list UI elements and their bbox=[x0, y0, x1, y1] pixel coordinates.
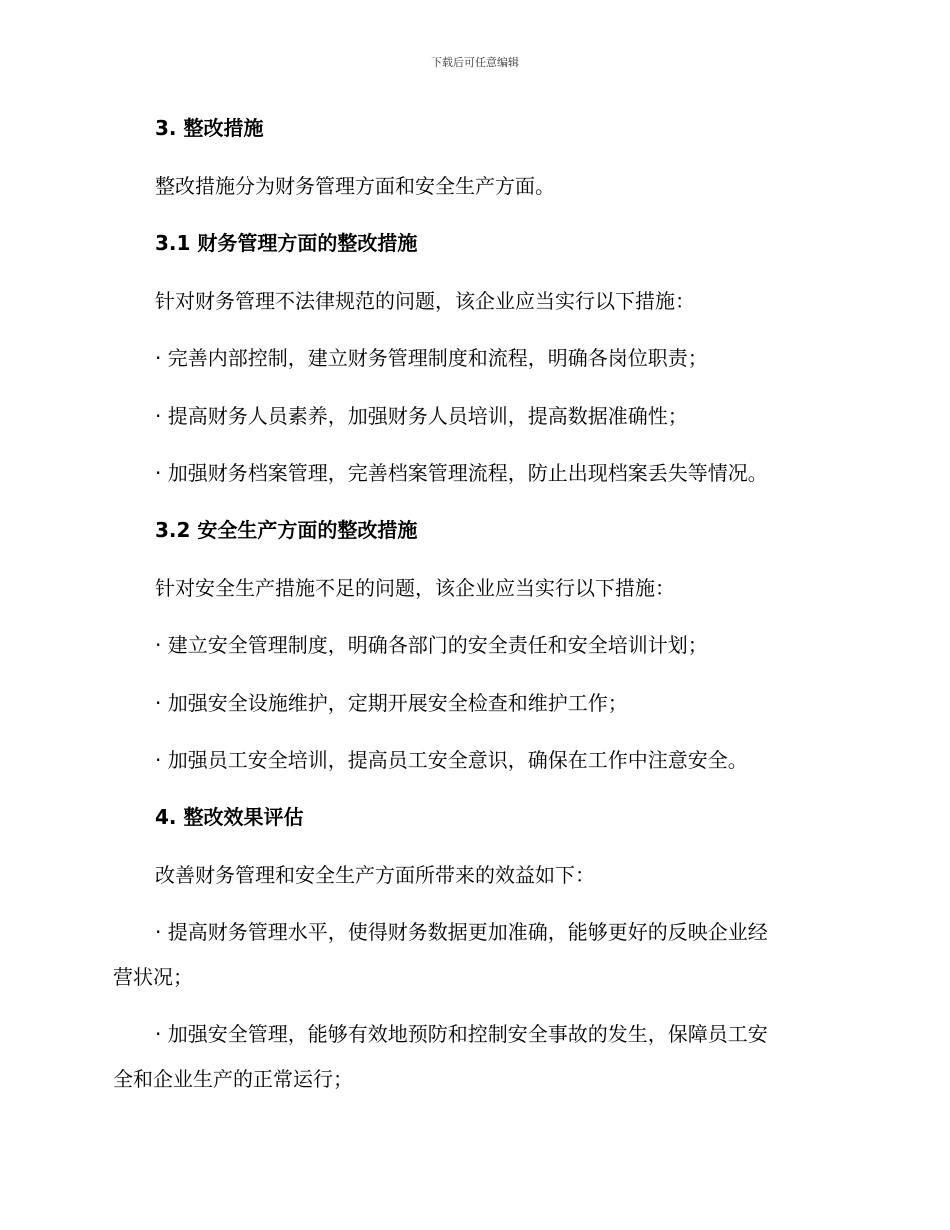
section-3-1-heading: 3.1 财务管理方面的整改措施 bbox=[155, 231, 418, 255]
section-4-heading: 4. 整改效果评估 bbox=[155, 805, 304, 829]
section-4-item-line: · 提高财务管理水平，使得财务数据更加准确，能够更好的反映企业经 bbox=[155, 920, 768, 944]
section-3-intro: 整改措施分为财务管理方面和安全生产方面。 bbox=[155, 174, 555, 198]
section-3-2-intro: 针对安全生产措施不足的问题，该企业应当实行以下措施： bbox=[155, 576, 675, 600]
section-4-intro: 改善财务管理和安全生产方面所带来的效益如下： bbox=[155, 863, 595, 887]
section-3-1-item: · 加强财务档案管理，完善档案管理流程，防止出现档案丢失等情况。 bbox=[155, 461, 768, 485]
section-4-item-line: 全和企业生产的正常运行； bbox=[113, 1067, 353, 1091]
section-3-2-item: · 加强安全设施维护，定期开展安全检查和维护工作； bbox=[155, 691, 628, 715]
section-3-2-item: · 建立安全管理制度，明确各部门的安全责任和安全培训计划； bbox=[155, 633, 708, 657]
section-3-heading: 3. 整改措施 bbox=[155, 116, 264, 140]
header-note: 下载后可任意编辑 bbox=[431, 56, 519, 69]
section-3-1-intro: 针对财务管理不法律规范的问题，该企业应当实行以下措施： bbox=[155, 289, 695, 313]
section-4-item-line: 营状况； bbox=[113, 965, 193, 989]
section-3-1-item: · 完善内部控制，建立财务管理制度和流程，明确各岗位职责； bbox=[155, 346, 708, 370]
section-3-2-heading: 3.2 安全生产方面的整改措施 bbox=[155, 518, 418, 542]
section-3-2-item: · 加强员工安全培训，提高员工安全意识，确保在工作中注意安全。 bbox=[155, 748, 748, 772]
section-4-item-line: · 加强安全管理，能够有效地预防和控制安全事故的发生，保障员工安 bbox=[155, 1022, 768, 1046]
section-3-1-item: · 提高财务人员素养，加强财务人员培训，提高数据准确性； bbox=[155, 404, 688, 428]
